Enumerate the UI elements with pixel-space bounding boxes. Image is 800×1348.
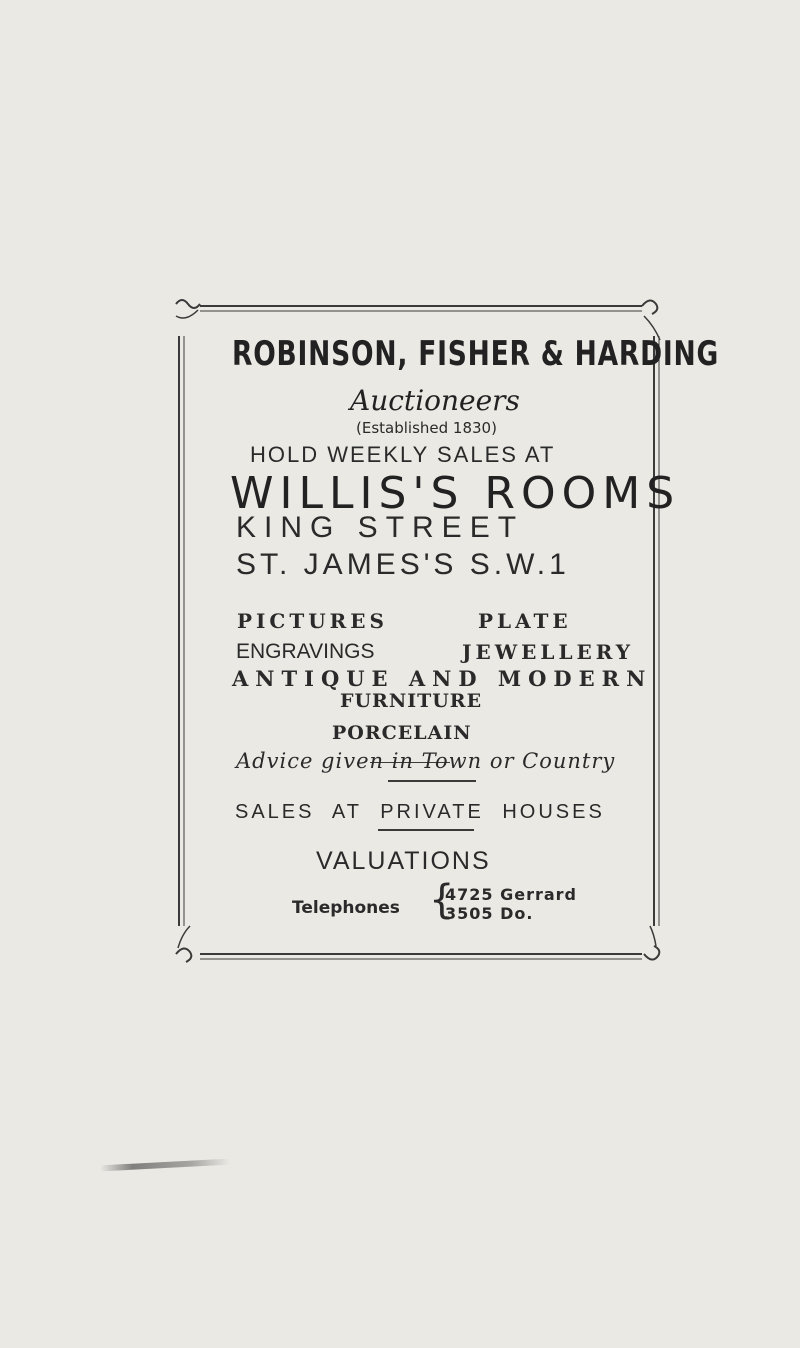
goods-porcelain: PORCELAIN (332, 722, 472, 744)
goods-furniture: FURNITURE (340, 690, 483, 712)
goods-pictures: PICTURES (237, 609, 388, 633)
ink-smudge (100, 1159, 230, 1172)
divider-rule (388, 780, 476, 782)
divider-rule (378, 829, 474, 831)
firm-name: ROBINSON, FISHER & HARDING (232, 334, 720, 374)
private-sales-line: SALES AT PRIVATE HOUSES (235, 801, 605, 823)
goods-antique-modern: ANTIQUE AND MODERN (232, 666, 653, 691)
telephone-line-2: 3505 Do. (445, 904, 534, 923)
profession-heading: Auctioneers (350, 384, 520, 417)
goods-jewellery: JEWELLERY (462, 640, 635, 664)
hold-sales-line: HOLD WEEKLY SALES AT (250, 442, 556, 467)
telephone-line-1: 4725 Gerrard (445, 885, 578, 904)
goods-plate: PLATE (478, 609, 572, 633)
street-line: KING STREET (236, 511, 525, 544)
district-line: ST. JAMES'S S.W.1 (236, 548, 570, 581)
established-note: (Established 1830) (356, 419, 497, 437)
rooms-heading: WILLIS'S ROOMS (230, 468, 681, 519)
telephones-label: Telephones (292, 898, 400, 918)
valuations-line: VALUATIONS (316, 847, 491, 875)
advice-line: Advice given in Town or Country (236, 749, 616, 773)
goods-engravings: ENGRAVINGS (236, 640, 375, 663)
brace-glyph: { (429, 877, 455, 923)
